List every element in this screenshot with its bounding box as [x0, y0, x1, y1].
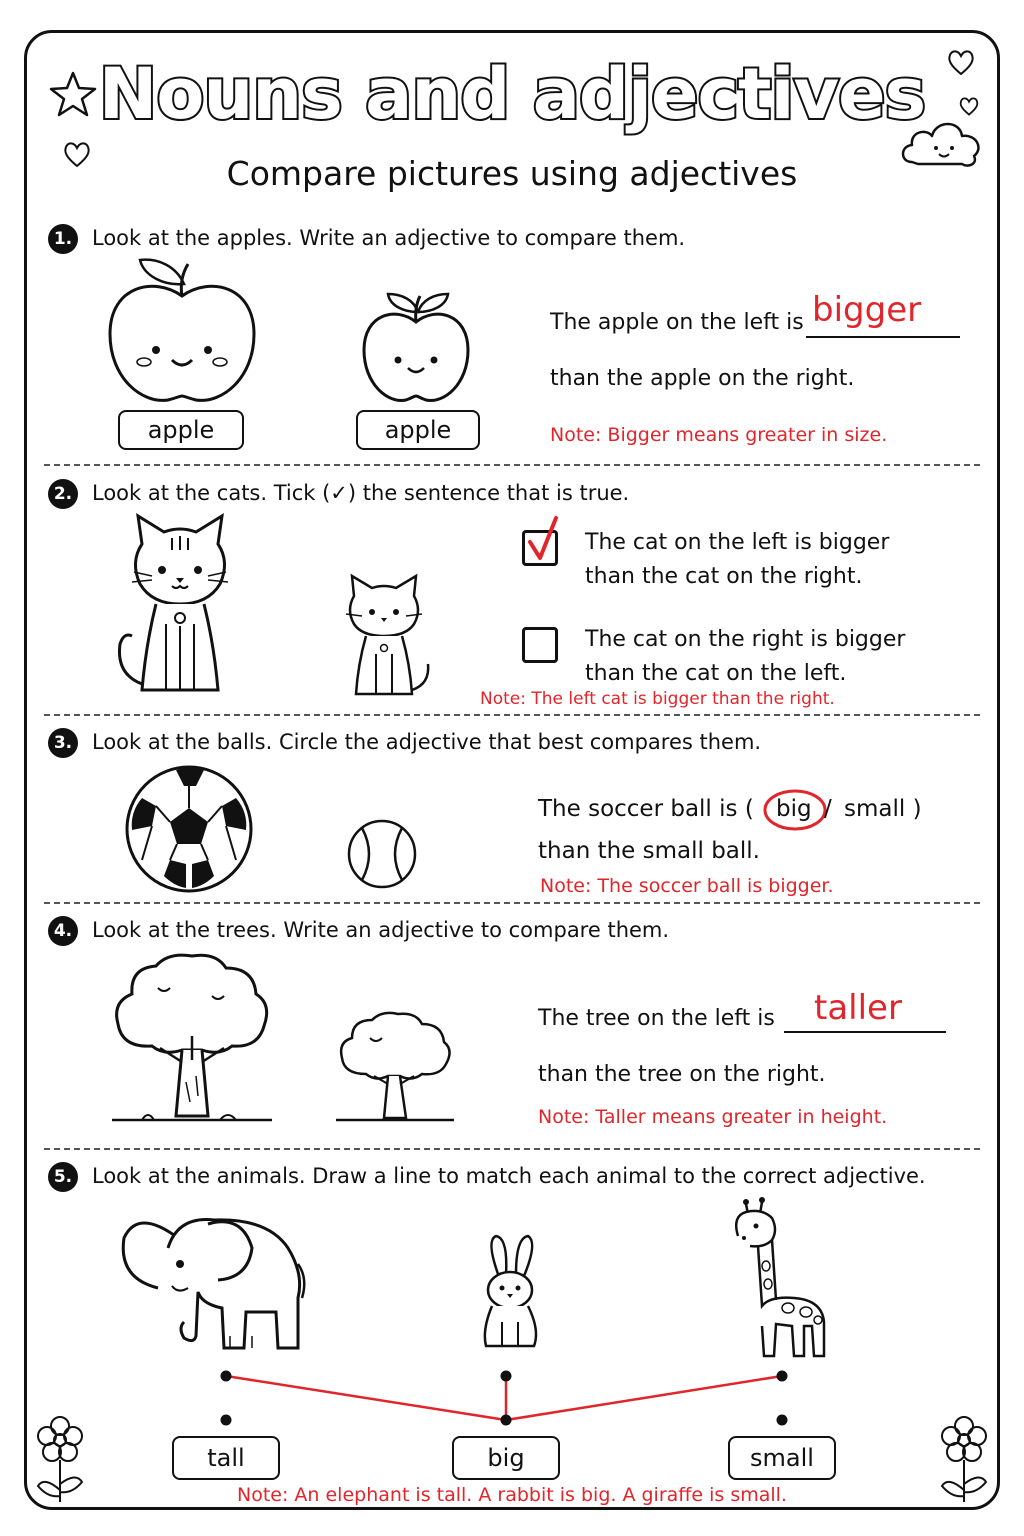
question-prompt: Look at the animals. Draw a line to match each animal to the correct adjective.	[92, 1164, 926, 1188]
question-prompt: Look at the apples. Write an adjective to compare them.	[92, 226, 686, 250]
question-number: 5.	[48, 1162, 78, 1192]
question-number: 3.	[48, 728, 78, 758]
note-text: Note: The soccer ball is bigger.	[540, 875, 834, 897]
picture-label: apple	[356, 410, 480, 450]
page-subtitle: Compare pictures using adjectives	[226, 154, 798, 193]
option-1-line1: The cat on the left is bigger	[585, 530, 890, 555]
answer-text[interactable]: bigger	[812, 290, 922, 330]
match-dot-small[interactable]	[776, 1414, 788, 1426]
question-prompt: Look at the cats. Tick (✓) the sentence that is true.	[92, 481, 630, 505]
note-text: Note: Bigger means greater in size.	[550, 424, 888, 446]
question-number: 1.	[48, 224, 78, 254]
option-1-line2: than the cat on the right.	[585, 564, 863, 589]
sentence-start: The soccer ball is (	[538, 796, 754, 822]
sentence-end: than the small ball.	[538, 838, 760, 864]
sentence-start: The apple on the left is	[550, 310, 804, 335]
match-dot-giraffe[interactable]	[776, 1370, 788, 1382]
question-prompt: Look at the trees. Write an adjective to compare them.	[92, 918, 670, 942]
note-text: Note: The left cat is bigger than the right.	[480, 689, 835, 709]
match-dot-tall[interactable]	[220, 1414, 232, 1426]
adjective-label-small: small	[728, 1436, 836, 1480]
adjective-label-big: big	[452, 1436, 560, 1480]
question-number: 2.	[48, 479, 78, 509]
sentence-end: than the tree on the right.	[538, 1062, 826, 1087]
note-text: Note: Taller means greater in height.	[538, 1106, 888, 1128]
question-prompt: Look at the balls. Circle the adjective that best compares them.	[92, 730, 762, 754]
note-text: Note: An elephant is tall. A rabbit is big. A giraffe is small.	[237, 1484, 787, 1506]
choice-separator: /	[824, 796, 832, 822]
choice-small[interactable]: small )	[844, 796, 922, 822]
adjective-label-tall: tall	[172, 1436, 280, 1480]
sentence-end: than the apple on the right.	[550, 366, 855, 391]
page-title: Nouns and adjectives	[98, 53, 926, 135]
match-dot-big[interactable]	[500, 1414, 512, 1426]
choice-big[interactable]: big	[776, 796, 812, 822]
question-number: 4.	[48, 916, 78, 946]
sentence-start: The tree on the left is	[538, 1006, 775, 1031]
option-2-line1: The cat on the right is bigger	[585, 627, 906, 652]
match-dot-elephant[interactable]	[220, 1370, 232, 1382]
option-2-line2: than the cat on the left.	[585, 661, 847, 686]
picture-label: apple	[118, 410, 244, 450]
match-dot-rabbit[interactable]	[500, 1370, 512, 1382]
answer-text[interactable]: taller	[814, 988, 902, 1028]
